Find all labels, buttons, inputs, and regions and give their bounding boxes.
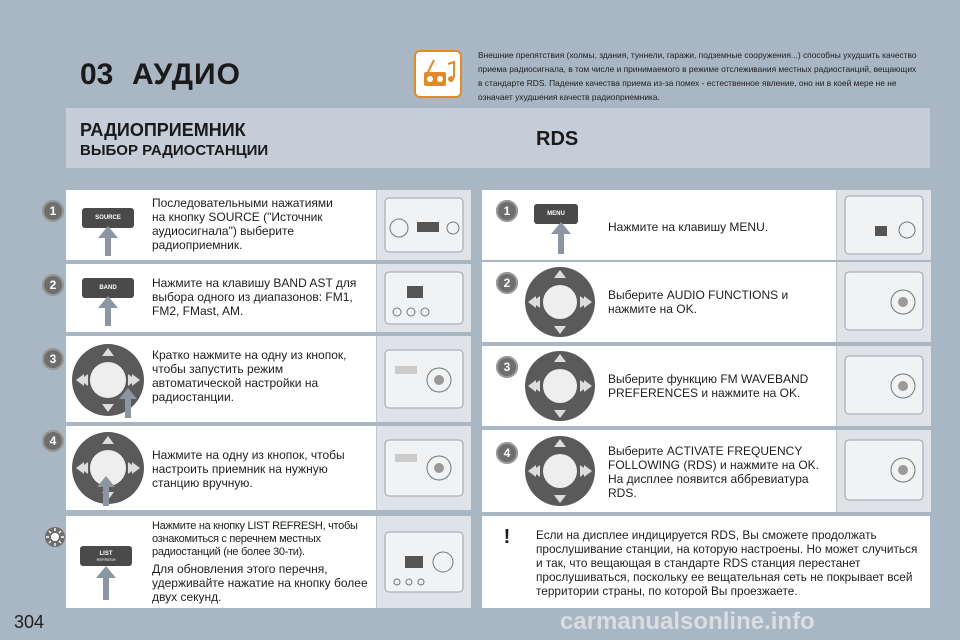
step-text: Последовательными нажатиями на кнопку SOURCE ("Источник аудиосигнала") выберите радиоприемник.: [152, 196, 333, 252]
step-text: Нажмите на одну из кнопок, чтобы настроить приемник на нужную станцию вручную.: [152, 448, 345, 490]
right-step-4: [482, 430, 930, 512]
finger-press-icon: [96, 296, 120, 326]
menu-key-icon: MENU: [534, 204, 578, 224]
left-step-4: [49, 426, 470, 510]
left-step-1: [49, 190, 470, 260]
radio-panel-thumbnail: [376, 516, 471, 608]
step-badge: 2: [42, 274, 64, 296]
tip-text-secondary: Для обновления этого перечня, удерживайте нажатие на кнопку более двух секунд.: [152, 562, 368, 604]
step-text: Выберите AUDIO FUNCTIONS и нажмите на OK.: [608, 288, 789, 316]
step-text: Выберите ACTIVATE FREQUENCY FOLLOWING (RDS) и нажмите на OK. На дисплее появится аббревиатура RDS.: [608, 444, 819, 500]
tip-box: [66, 516, 470, 608]
step-badge: 3: [496, 356, 518, 378]
exclamation-icon: !: [496, 526, 518, 548]
step-text: Кратко нажмите на одну из кнопок, чтобы запустить режим автоматической настройки на радиостанции.: [152, 348, 347, 404]
section-subtitle-station: ВЫБОР РАДИОСТАНЦИИ: [80, 142, 269, 159]
source-key-icon: SOURCE: [82, 208, 134, 228]
step-text: Выберите функцию FM WAVEBAND PREFERENCES и нажмите на OK.: [608, 372, 809, 400]
band-key-icon: BAND: [82, 278, 134, 298]
warning-box: [482, 516, 930, 608]
seek-keypad-icon: [522, 433, 598, 509]
finger-press-icon: [94, 566, 118, 600]
key-label: LIST: [99, 550, 113, 557]
seek-keypad-icon: [522, 264, 598, 340]
seek-keypad-icon: [522, 348, 598, 424]
right-step-2: [482, 262, 930, 342]
step-badge: 4: [42, 430, 64, 452]
watermark: carmanualsonline.info: [560, 608, 815, 635]
radio-panel-thumbnail: [836, 190, 931, 260]
lightbulb-icon: [44, 526, 66, 548]
step-text: Нажмите на клавишу BAND AST для выбора одного из диапазонов: FM1, FM2, FMast, AM.: [152, 276, 357, 318]
step-text: Нажмите на клавишу MENU.: [608, 220, 769, 234]
finger-press-icon: [118, 388, 138, 418]
radio-panel-thumbnail: [376, 336, 471, 422]
step-badge: 2: [496, 272, 518, 294]
chapter-title: АУДИО: [132, 58, 241, 91]
key-sublabel: REFRESH: [96, 556, 116, 562]
step-badge: 3: [42, 348, 64, 370]
radio-panel-thumbnail: [836, 430, 931, 512]
radio-panel-thumbnail: [376, 264, 471, 332]
section-title-rds: RDS: [536, 128, 579, 150]
audio-icon: [414, 50, 462, 98]
list-refresh-key-icon: [80, 546, 132, 566]
finger-press-icon: [550, 222, 572, 254]
intro-text: Внешние препятствия (холмы, здания, туннели, гаражи, подземные сооружения...) способны ухудшить качество приема радиосигнала, в том числе и принимаемого в режиме отслеживания местных радиостанций, вещающих в стандарте RDS. Падение качества приема из-за помех - естественное явление, оно ни в коей мере не не означает ухудшения качеств радиоприемника.: [478, 50, 917, 102]
step-badge: 4: [496, 442, 518, 464]
radio-panel-thumbnail: [836, 346, 931, 426]
section-title-radio: РАДИОПРИЕМНИК: [80, 120, 246, 140]
left-step-2: [49, 264, 470, 332]
step-badge: 1: [42, 200, 64, 222]
warning-text: Если на дисплее индицируется RDS, Вы сможете продолжать прослушивание станции, на которую настроены. Но может случиться и так, что вещающая в стандарте RDS станция перестанет прослушиваться, поскольку ее вещательная сеть не покрывает всей территории страны, по которой Вы проезжаете.: [536, 528, 918, 598]
finger-press-icon: [96, 226, 120, 256]
left-step-3: [49, 336, 470, 422]
page-number: 304: [14, 612, 45, 632]
radio-panel-thumbnail: [376, 190, 471, 260]
step-badge: 1: [496, 200, 518, 222]
tip-text-primary: Нажмите на кнопку LIST REFRESH, чтобы ознакомиться с перечнем местных радиостанций (не более 30-ти).: [152, 520, 358, 558]
right-step-3: [482, 346, 930, 426]
right-step-1: [482, 190, 930, 260]
radio-panel-thumbnail: [376, 426, 471, 510]
radio-panel-thumbnail: [836, 262, 931, 342]
chapter-number: 03: [80, 58, 114, 91]
finger-press-icon: [96, 476, 116, 506]
